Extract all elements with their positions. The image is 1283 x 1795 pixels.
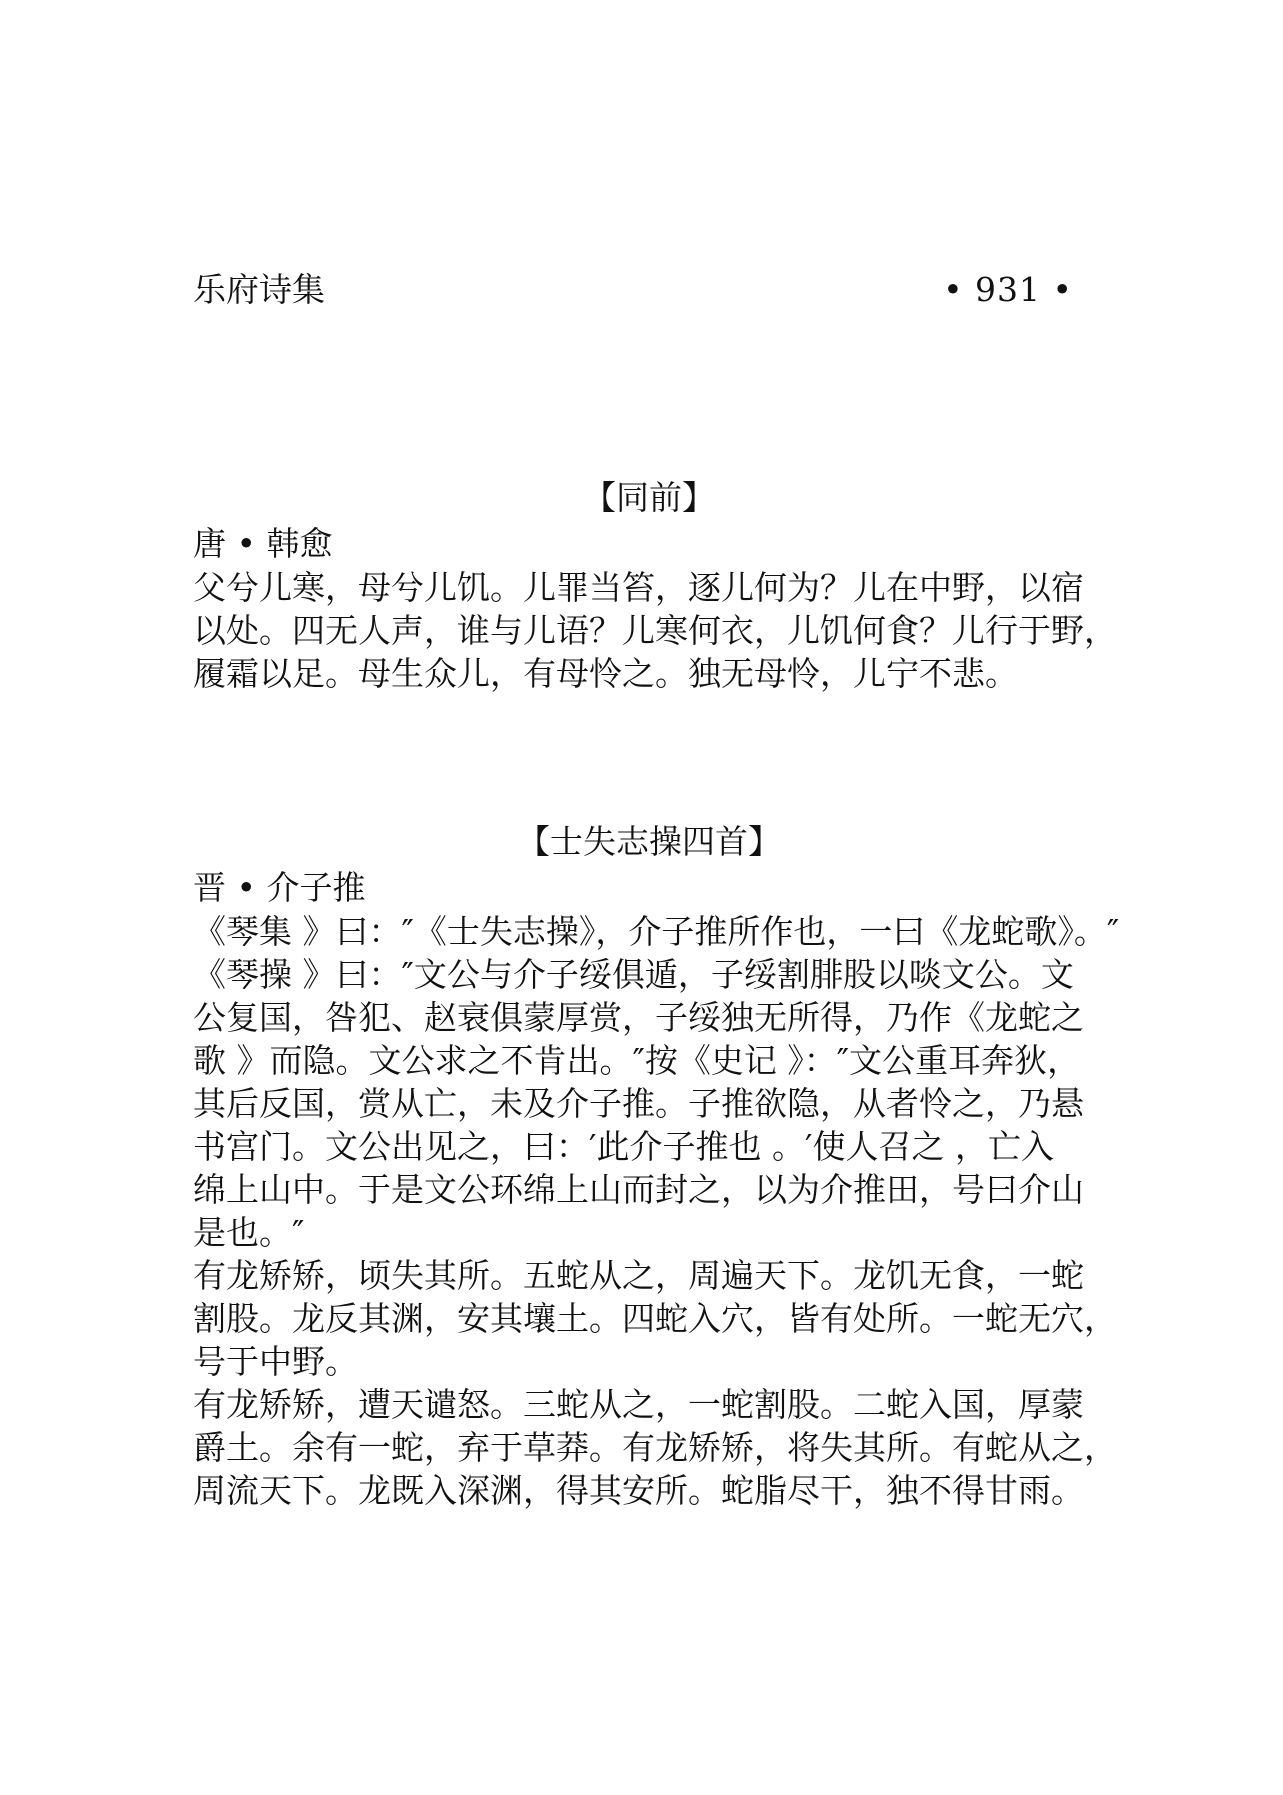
text-line: 割股。龙反其渊，安其壤土。四蛇入穴，皆有处所。一蛇无穴，: [193, 1299, 1117, 1338]
text-line: 书宫门。文公出见之，曰：′此介子推也 。′使人召之 ，亡入: [193, 1127, 1054, 1166]
section-author: 晋 • 介子推: [193, 868, 366, 907]
text-line: 周流天下。龙既入深渊，得其安所。蛇脂尽干，独不得甘雨。: [193, 1471, 1084, 1510]
text-line: 以处。四无人声，谁与儿语？儿寒何衣，儿饥何食？儿行于野，: [193, 611, 1117, 650]
section-author: 唐 • 韩愈: [193, 524, 333, 563]
book-title: 乐府诗集: [193, 270, 325, 309]
text-line: 是也。″: [193, 1213, 305, 1252]
text-line: 绵上山中。于是文公环绵上山而封之，以为介推田，号曰介山: [193, 1170, 1084, 1209]
section-shishi-zhicao: [193, 820, 1120, 1512]
text-line: 爵土。余有一蛇，弃于草莽。有龙矫矫，将失其所。有蛇从之，: [193, 1428, 1117, 1467]
text-line: 《琴操 》曰：″文公与介子绥俱遁，子绥割腓股以啖文公。文: [193, 955, 1074, 994]
text-line: 《琴集 》曰：″《士失志操》，介子推所作也，一曰《龙蛇歌》。″: [193, 912, 1120, 951]
page-header: [193, 268, 1073, 312]
poem-text: [193, 566, 1117, 695]
text-line: 号于中野。: [193, 1342, 358, 1381]
section-tongqian: [193, 476, 1117, 695]
text-line: 履霜以足。母生众儿，有母怜之。独无母怜，儿宁不悲。: [193, 654, 1018, 693]
page-number: • 931 •: [943, 270, 1073, 309]
preface-and-poem-text: [193, 910, 1120, 1512]
text-line: 歌 》而隐。文公求之不肯出。″按《史记 》：″文公重耳奔狄，: [193, 1041, 1081, 1080]
text-line: 其后反国，赏从亡，未及介子推。子推欲隐，从者怜之，乃悬: [193, 1084, 1084, 1123]
text-line: 有龙矫矫，遭天谴怒。三蛇从之，一蛇割股。二蛇入国，厚蒙: [193, 1385, 1084, 1424]
section-title: 【士失志操四首】: [517, 822, 781, 861]
section-title: 【同前】: [583, 478, 715, 517]
text-line: 有龙矫矫，顷失其所。五蛇从之，周遍天下。龙饥无食，一蛇: [193, 1256, 1084, 1295]
text-line: 公复国，咎犯、赵衰俱蒙厚赏，子绥独无所得，乃作《龙蛇之: [193, 998, 1084, 1037]
text-line: 父兮儿寒，母兮儿饥。儿罪当笞，逐儿何为？儿在中野，以宿: [193, 568, 1084, 607]
